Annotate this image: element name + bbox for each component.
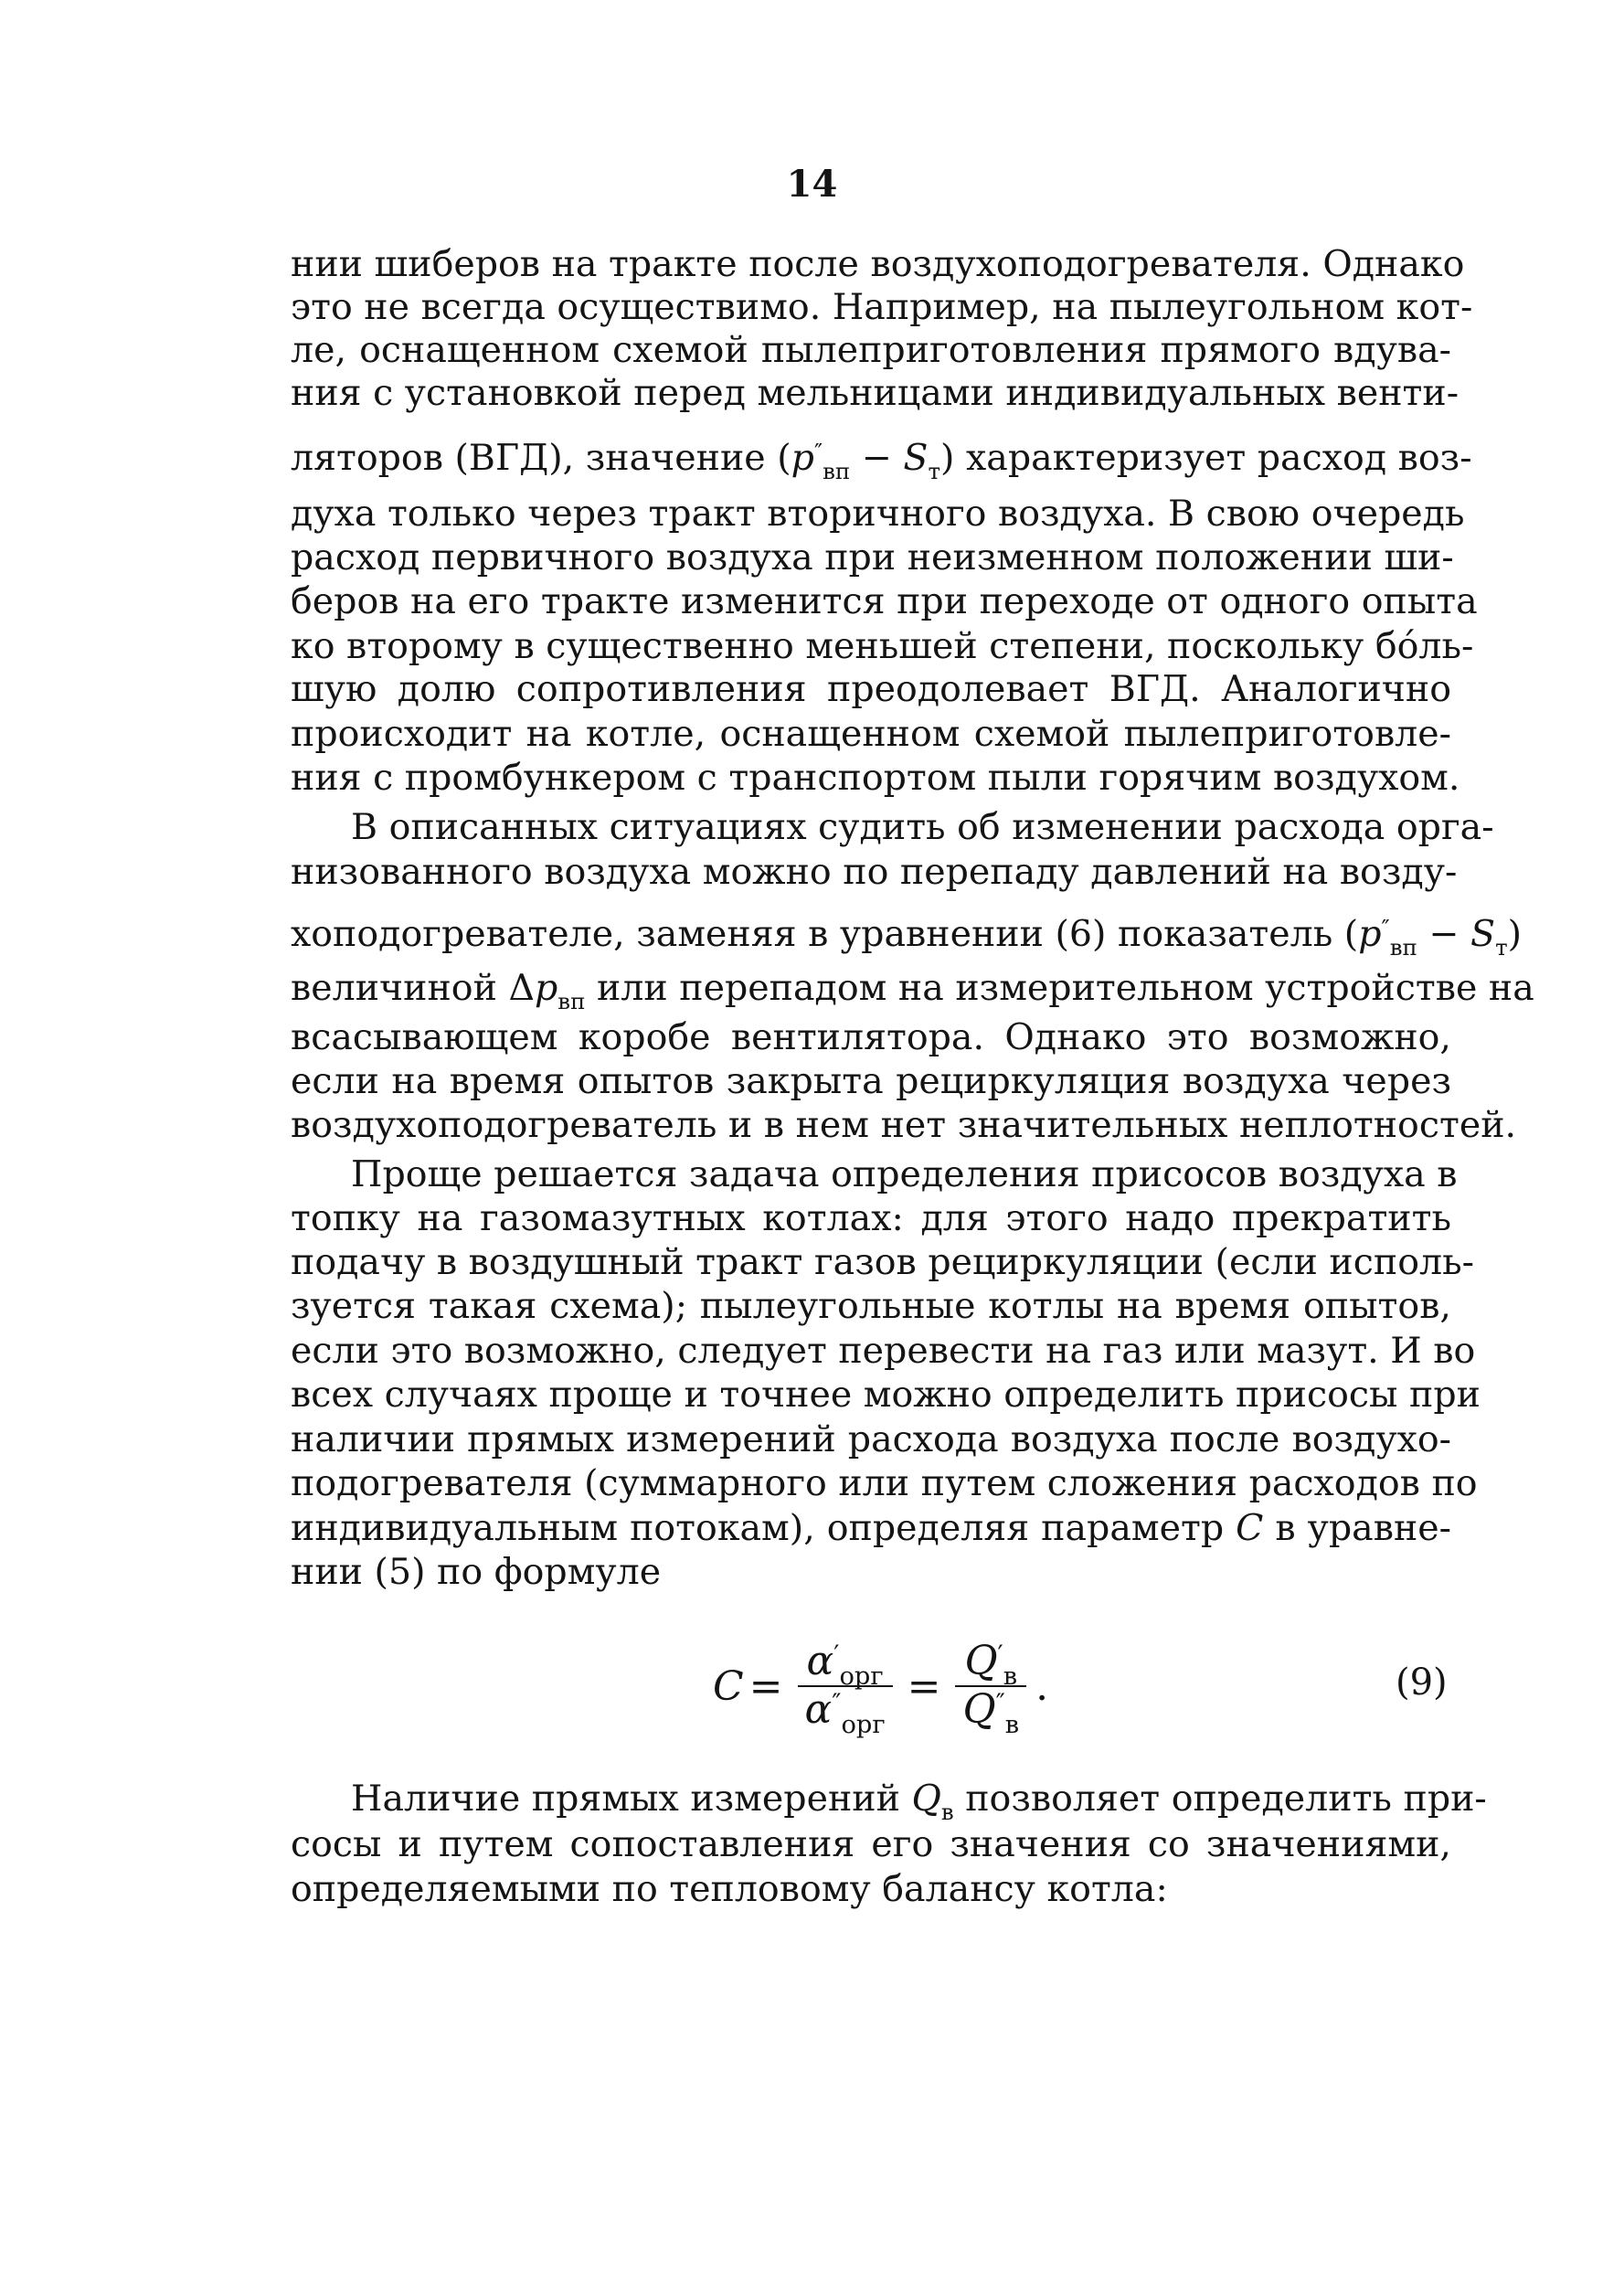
fraction-alpha [798,1638,893,1739]
text-fragment: Наличие прямых измерений [351,1778,912,1820]
text-line: зуется такая схема); пылеугольные котлы на время опытов, [291,1285,1451,1327]
text-line: низованного воздуха можно по перепаду давлений на возду- [291,851,1458,893]
equation-number: (9) [1396,1662,1448,1704]
formula-lhs: C [713,1662,744,1710]
formula-9 [713,1631,1048,1741]
text-line: духа только через тракт вторичного воздуха. В свою очередь [291,493,1465,535]
text-line: ния с промбункером с транспортом пыли горячим воздухом. [291,757,1460,799]
text-line-with-variable [291,1507,1451,1550]
text-fragment: ) [1507,913,1523,955]
inline-formula: $p''_{вп} - S_т$ [1358,913,1508,961]
equals-sign: = [907,1662,941,1710]
text-line: сосы и путем сопоставления его значения со значениями, [291,1823,1451,1865]
text-line: всех случаях проще и точнее можно определить присосы при [291,1374,1481,1416]
text-line-with-formula [291,967,1534,1014]
text-fragment: ) характеризует расход воз- [940,437,1472,479]
text-line-with-formula [291,437,1472,484]
text-line: расход первичного воздуха при неизменном положении ши- [291,536,1454,579]
fraction-denominator: $\alpha''_{орг}$ [804,1686,886,1739]
text-line: ния с установкой перед мельницами индивидуальных венти- [291,372,1459,414]
variable-q: $Q_в$ [911,1778,954,1825]
inline-formula: $\Delta p_{вп}$ [508,967,586,1014]
text-fragment: в уравне- [1263,1507,1451,1549]
text-line-with-formula [291,913,1523,961]
text-line: если это возможно, следует перевести на газ или мазут. И во [291,1330,1476,1372]
page-number: 14 [786,163,838,206]
text-line: подачу в воздушный тракт газов рециркуляции (если исполь- [291,1241,1474,1283]
variable-c: C [1236,1507,1264,1549]
text-line: подогревателя (суммарного или путем сложения расходов по [291,1462,1478,1504]
text-fragment: или перепадом на измерительном устройстве на [585,967,1534,1009]
text-line: это не всегда осуществимо. Например, на пылеугольном кот- [291,286,1473,328]
inline-formula: $p''_{вп} - S_т$ [791,437,941,484]
text-line: топку на газомазутных котлах: для этого надо прекратить [291,1197,1451,1239]
text-fragment: индивидуальным потокам), определяя параметр [291,1507,1237,1549]
fraction-numerator: $Q'_в$ [964,1638,1018,1692]
text-line: ко второму в существенно меньшей степени, поскольку бо́ль- [291,625,1474,667]
text-line: В описанных ситуациях судить об изменении расхода орга- [351,806,1494,848]
text-line: происходит на котле, оснащенном схемой пылеприготовле- [291,713,1451,755]
formula-period: . [1035,1662,1049,1710]
text-fragment: позволяет определить при- [953,1778,1487,1820]
fraction-q [955,1638,1026,1739]
text-line: если на время опытов закрыта рециркуляция воздуха через [291,1060,1451,1102]
text-line: нии шиберов на тракте после воздухоподогревателя. Однако [291,243,1465,285]
text-line: шую долю сопротивления преодолевает ВГД. Аналогично [291,668,1451,710]
text-line: нии (5) по формуле [291,1551,662,1593]
text-line: ле, оснащенном схемой пылеприготовления прямого вдува- [291,329,1451,371]
equals-sign: = [748,1662,783,1710]
text-line: наличии прямых измерений расхода воздуха после воздухо- [291,1418,1451,1460]
text-line-with-variable [351,1778,1487,1825]
text-line: воздухоподогреватель и в нем нет значительных неплотностей. [291,1104,1517,1146]
text-fragment: ляторов (ВГД), значение ( [291,437,791,479]
text-fragment: величиной [291,967,509,1009]
fraction-denominator: $Q''_в$ [962,1686,1020,1739]
fraction-numerator: $\alpha'_{орг}$ [806,1638,884,1692]
text-fragment: хоподогревателе, заменяя в уравнении (6) показатель ( [291,913,1359,955]
text-line: определяемыми по тепловому балансу котла: [291,1868,1168,1910]
text-line: Проще решается задача определения присосов воздуха в [351,1153,1458,1195]
text-line: беров на его тракте изменится при переходе от одного опыта [291,580,1478,622]
text-line: всасывающем коробе вентилятора. Однако это возможно, [291,1016,1451,1058]
